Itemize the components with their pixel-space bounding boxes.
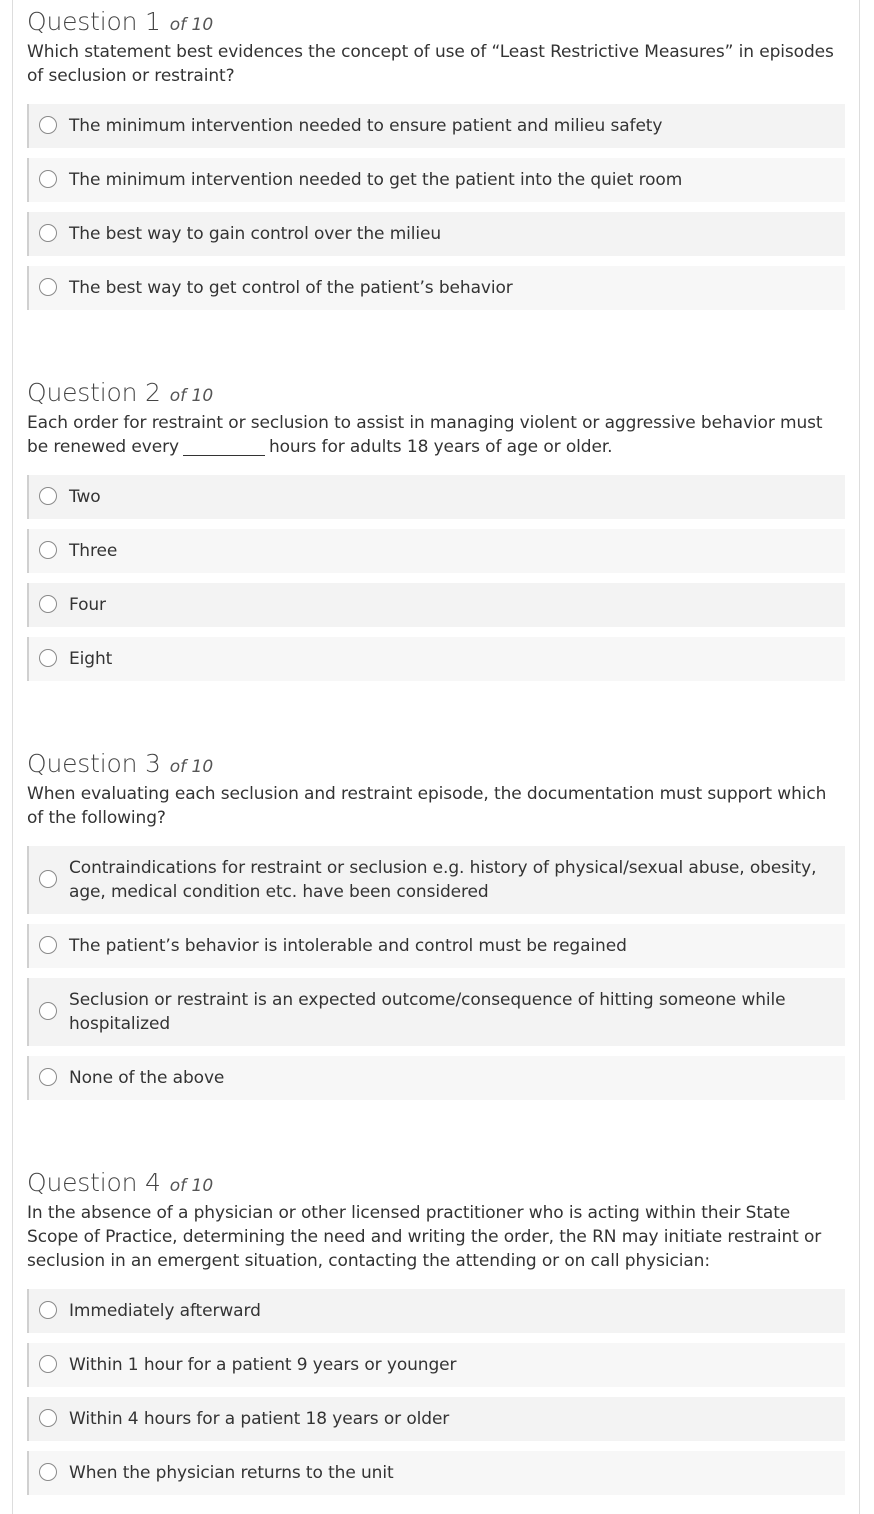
radio-button-icon[interactable] [39,541,57,559]
question-text: In the absence of a physician or other licensed practitioner who is acting within their State Scope of Practice, determining the need and writing the order, the RN may initiate restraint or seclusion in an emergent situation, contacting the attending or on call physician: [27,1203,822,1271]
answer-option[interactable] [27,846,845,914]
radio-button-icon[interactable] [39,487,57,505]
question-title: Question 1 [27,7,161,36]
question-text: When evaluating each seclusion and restraint episode, the documentation must support which of the following? [27,784,827,828]
answer-label: None of the above [69,1068,225,1088]
question-count: of 10 [169,15,214,35]
question-title: Question 4 [27,1168,161,1197]
radio-button-icon[interactable] [39,1301,57,1319]
answer-label: Seclusion or restraint is an expected outcome/consequence of hitting someone while hospitalized [69,990,786,1034]
radio-button-icon[interactable] [39,649,57,667]
radio-button-icon[interactable] [39,595,57,613]
answer-option[interactable] [27,924,845,968]
radio-button-icon[interactable] [39,170,57,188]
question-heading [27,746,845,782]
answer-option[interactable] [27,1056,845,1100]
radio-button-icon[interactable] [39,870,57,888]
question-heading [27,375,845,411]
answer-options [27,846,845,1100]
answer-option[interactable] [27,158,845,202]
answer-label: Within 4 hours for a patient 18 years or older [69,1409,450,1429]
answer-options [27,475,845,681]
answer-label: When the physician returns to the unit [69,1463,394,1483]
answer-option[interactable] [27,1451,845,1495]
answer-label: The minimum intervention needed to ensure patient and milieu safety [69,116,663,136]
question-title: Question 3 [27,749,161,778]
answer-label: The patient’s behavior is intolerable and control must be regained [69,936,627,956]
radio-button-icon[interactable] [39,1068,57,1086]
question-text-after-blank: hours for adults 18 years of age or older. [268,437,613,457]
answer-options [27,1289,845,1495]
answer-option[interactable] [27,1343,845,1387]
answer-label: Immediately afterward [69,1301,261,1321]
question-2 [27,375,845,691]
answer-option[interactable] [27,475,845,519]
answer-option[interactable] [27,266,845,310]
question-count: of 10 [169,386,214,406]
answer-option[interactable] [27,637,845,681]
answer-label: Contraindications for restraint or seclusion e.g. history of physical/sexual abuse, obesity, age, medical condition etc. have been considered [69,858,817,902]
radio-button-icon[interactable] [39,278,57,296]
question-text-before-blank: Each order for restraint or seclusion to assist in managing violent or aggressive behavior must be renewed every [27,413,823,457]
answer-option[interactable] [27,1289,845,1333]
answer-option[interactable] [27,529,845,573]
answer-label: Four [69,595,106,615]
radio-button-icon[interactable] [39,1355,57,1373]
answer-option[interactable] [27,1397,845,1441]
radio-button-icon[interactable] [39,224,57,242]
question-count: of 10 [169,1176,214,1196]
answer-option[interactable] [27,104,845,148]
radio-button-icon[interactable] [39,1409,57,1427]
radio-button-icon[interactable] [39,936,57,954]
answer-label: The best way to get control of the patient’s behavior [69,278,513,298]
answer-label: Three [69,541,118,561]
radio-button-icon[interactable] [39,1463,57,1481]
question-count: of 10 [169,757,214,777]
question-4 [27,1165,845,1505]
question-1 [27,4,845,320]
answer-options [27,104,845,310]
answer-option[interactable] [27,978,845,1046]
question-text [27,411,845,459]
answer-label: Two [69,487,101,507]
answer-option[interactable] [27,212,845,256]
answer-option[interactable] [27,583,845,627]
radio-button-icon[interactable] [39,116,57,134]
radio-button-icon[interactable] [39,1002,57,1020]
question-text: Which statement best evidences the concept of use of “Least Restrictive Measures” in episodes of seclusion or restraint? [27,42,834,86]
question-3 [27,746,845,1110]
answer-label: Eight [69,649,113,669]
answer-label: The best way to gain control over the milieu [69,224,442,244]
fill-in-blank [183,437,265,456]
answer-label: The minimum intervention needed to get the patient into the quiet room [69,170,683,190]
question-heading [27,4,845,40]
question-heading [27,1165,845,1201]
answer-label: Within 1 hour for a patient 9 years or younger [69,1355,457,1375]
question-title: Question 2 [27,378,161,407]
quiz-page [12,0,860,1514]
